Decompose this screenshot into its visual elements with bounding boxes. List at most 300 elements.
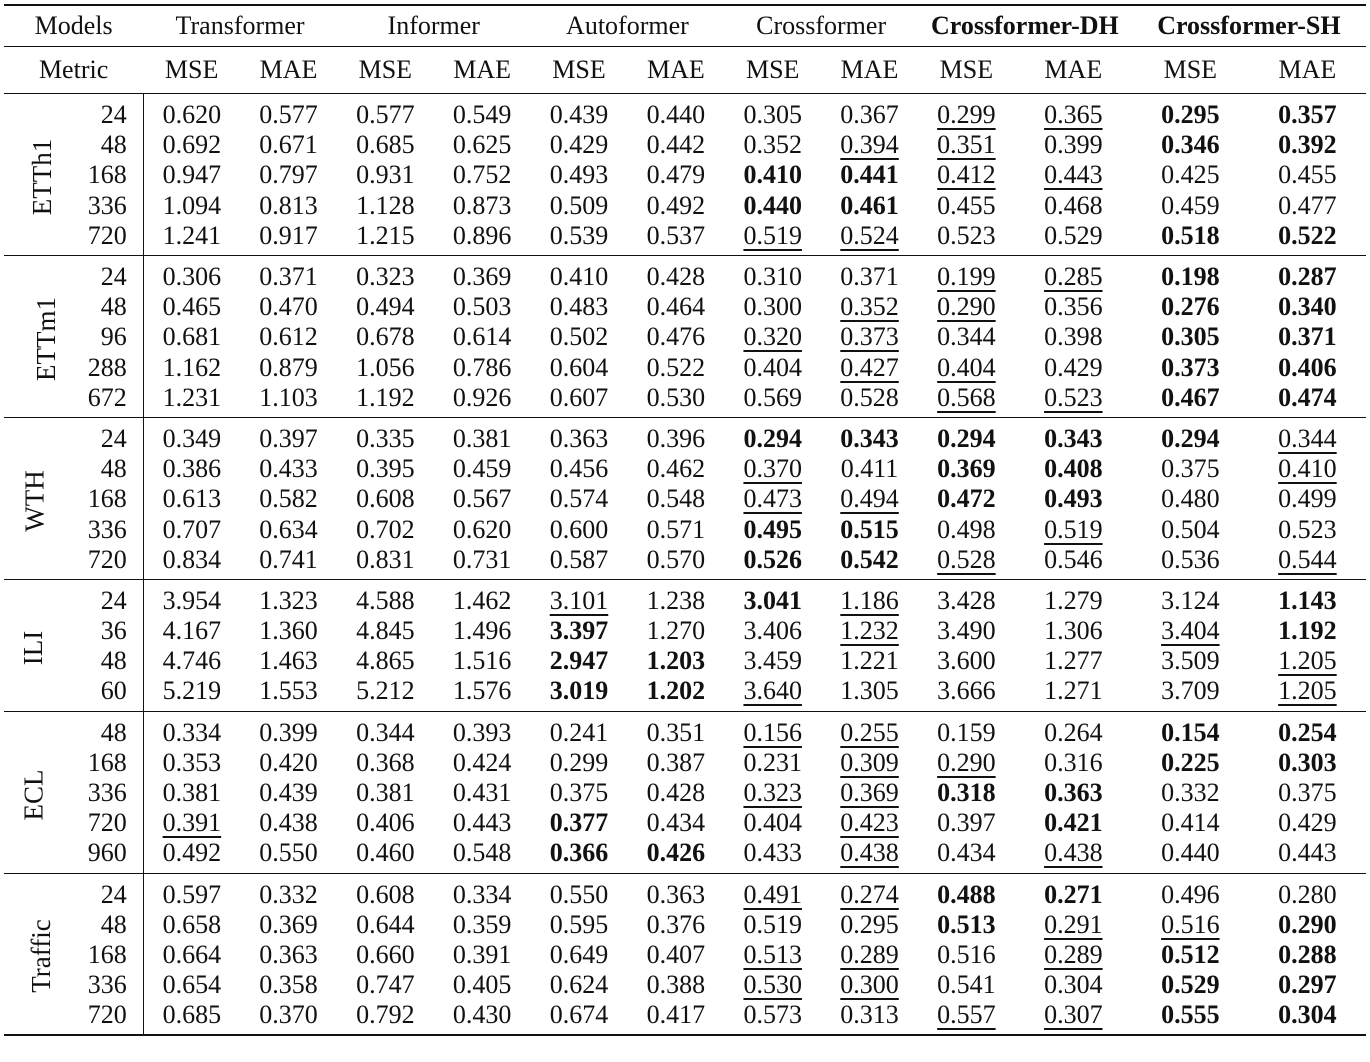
value-cell — [821, 454, 918, 484]
metric-value: 0.241 — [549, 717, 609, 747]
metric-value: 0.499 — [1278, 484, 1337, 514]
value-cell — [627, 748, 724, 778]
best-value: 0.343 — [840, 423, 899, 453]
value-cell — [918, 160, 1015, 190]
metric-value: 1.231 — [162, 382, 222, 412]
second-best-value: 0.412 — [937, 160, 996, 190]
metric-value: 0.608 — [356, 484, 415, 514]
best-value: 0.406 — [1278, 352, 1337, 382]
best-value: 0.294 — [937, 423, 996, 453]
value-cell — [434, 514, 531, 544]
value-cell — [240, 748, 337, 778]
metric-value: 0.529 — [1044, 220, 1103, 250]
value-cell — [821, 191, 918, 221]
value-cell — [143, 646, 240, 676]
metric-value: 0.381 — [452, 423, 512, 453]
best-value: 0.493 — [1044, 484, 1103, 514]
value-cell — [627, 292, 724, 322]
value-cell — [1132, 711, 1249, 748]
best-value: 0.154 — [1161, 717, 1220, 747]
metric-value: 0.299 — [549, 747, 609, 777]
value-cell — [1132, 417, 1249, 454]
metric-value: 0.395 — [356, 454, 415, 484]
dataset-group-ecl — [4, 711, 1366, 873]
second-best-value: 0.523 — [1044, 382, 1103, 412]
value-cell — [143, 579, 240, 616]
metric-value: 0.681 — [162, 322, 222, 352]
metric-header: MAE — [1015, 47, 1132, 94]
metric-value: 3.666 — [937, 676, 996, 706]
value-cell — [1015, 417, 1132, 454]
value-cell — [531, 778, 628, 808]
table-row — [4, 130, 1366, 160]
best-value: 1.202 — [646, 676, 706, 706]
metric-header: MAE — [240, 47, 337, 94]
value-cell — [337, 970, 434, 1000]
metric-header: MSE — [143, 47, 240, 94]
dataset-label: WTH — [19, 470, 50, 532]
best-value: 0.371 — [1278, 322, 1337, 352]
value-cell — [337, 676, 434, 711]
value-cell — [1249, 873, 1366, 910]
table-row — [4, 616, 1366, 646]
value-cell — [821, 417, 918, 454]
value-cell — [434, 970, 531, 1000]
best-value: 3.019 — [549, 676, 609, 706]
metric-value: 0.393 — [452, 717, 512, 747]
value-cell — [724, 970, 821, 1000]
value-cell — [143, 1000, 240, 1035]
metric-value: 0.595 — [549, 909, 609, 939]
best-value: 3.041 — [743, 585, 802, 615]
metric-value: 0.649 — [549, 939, 609, 969]
metric-value: 0.570 — [646, 544, 706, 574]
value-cell — [918, 940, 1015, 970]
metric-value: 0.654 — [162, 970, 222, 1000]
value-cell — [240, 910, 337, 940]
metric-value: 0.567 — [452, 484, 512, 514]
value-cell — [724, 940, 821, 970]
metric-value: 0.335 — [356, 423, 415, 453]
metric-value: 0.834 — [162, 544, 222, 574]
metric-value: 0.429 — [1278, 808, 1337, 838]
metric-value: 0.455 — [1278, 160, 1337, 190]
metric-value: 0.396 — [646, 423, 706, 453]
second-best-value: 0.528 — [937, 544, 996, 574]
metric-value: 0.387 — [646, 747, 706, 777]
second-best-value: 0.156 — [743, 717, 802, 747]
value-cell — [240, 191, 337, 221]
metric-value: 1.056 — [356, 352, 415, 382]
metric-value: 0.587 — [549, 544, 609, 574]
metric-value: 0.620 — [452, 514, 512, 544]
metric-value: 0.574 — [549, 484, 609, 514]
value-cell — [531, 711, 628, 748]
metric-header: MAE — [1249, 47, 1366, 94]
value-cell — [143, 711, 240, 748]
metric-value: 0.468 — [1044, 190, 1103, 220]
second-best-value: 0.519 — [743, 220, 802, 250]
metric-value: 0.381 — [356, 778, 415, 808]
value-cell — [821, 838, 918, 873]
metric-value: 1.238 — [646, 585, 706, 615]
metric-value: 0.442 — [646, 130, 706, 160]
value-cell — [627, 616, 724, 646]
best-value: 0.357 — [1278, 100, 1337, 130]
metric-value: 0.571 — [646, 514, 706, 544]
value-cell — [1015, 160, 1132, 190]
value-cell — [531, 484, 628, 514]
table-row — [4, 191, 1366, 221]
value-cell — [337, 838, 434, 873]
second-best-value: 0.290 — [937, 747, 996, 777]
value-cell — [1132, 484, 1249, 514]
value-cell — [627, 838, 724, 873]
metric-value: 0.375 — [1161, 454, 1220, 484]
value-cell — [240, 970, 337, 1000]
value-cell — [821, 292, 918, 322]
horizon-cell: 720 — [63, 1000, 144, 1035]
table-row — [4, 255, 1366, 292]
second-best-value: 0.530 — [743, 970, 802, 1000]
value-cell — [240, 1000, 337, 1035]
metric-value: 0.356 — [1044, 292, 1103, 322]
value-cell — [434, 160, 531, 190]
value-cell — [1249, 322, 1366, 352]
value-cell — [143, 160, 240, 190]
value-cell — [1132, 970, 1249, 1000]
value-cell — [918, 676, 1015, 711]
metric-value: 0.386 — [162, 454, 222, 484]
value-cell — [337, 353, 434, 383]
value-cell — [1249, 94, 1366, 131]
metric-value: 0.264 — [1044, 717, 1103, 747]
value-cell — [531, 748, 628, 778]
table-row — [4, 711, 1366, 748]
value-cell — [1015, 221, 1132, 256]
value-cell — [918, 616, 1015, 646]
value-cell — [143, 970, 240, 1000]
metric-value: 0.522 — [646, 352, 706, 382]
value-cell — [240, 454, 337, 484]
dataset-label: ETTm1 — [30, 296, 61, 381]
value-cell — [531, 545, 628, 580]
value-cell — [434, 910, 531, 940]
dataset-group-ettm1 — [4, 255, 1366, 417]
second-best-value: 0.391 — [162, 808, 222, 838]
second-best-value: 0.427 — [840, 352, 899, 382]
metric-value: 0.731 — [452, 544, 512, 574]
metric-value: 0.405 — [452, 970, 512, 1000]
value-cell — [918, 454, 1015, 484]
value-cell — [627, 130, 724, 160]
best-value: 0.369 — [937, 454, 996, 484]
metric-value: 0.477 — [1278, 190, 1337, 220]
best-value: 0.515 — [840, 514, 899, 544]
metric-value: 0.492 — [162, 838, 222, 868]
value-cell — [143, 484, 240, 514]
metric-value: 3.954 — [162, 585, 222, 615]
value-cell — [724, 748, 821, 778]
metric-value: 0.417 — [646, 1000, 706, 1030]
value-cell — [337, 514, 434, 544]
best-value: 0.542 — [840, 544, 899, 574]
value-cell — [627, 383, 724, 418]
value-cell — [821, 514, 918, 544]
value-cell — [724, 778, 821, 808]
value-cell — [918, 221, 1015, 256]
metric-value: 0.470 — [259, 292, 318, 322]
value-cell — [434, 322, 531, 352]
value-cell — [434, 808, 531, 838]
value-cell — [531, 970, 628, 1000]
metric-value: 0.747 — [356, 970, 415, 1000]
value-cell — [1015, 579, 1132, 616]
metric-value: 0.367 — [840, 100, 899, 130]
value-cell — [821, 940, 918, 970]
value-cell — [531, 873, 628, 910]
metric-value: 0.577 — [259, 100, 318, 130]
metric-value: 5.219 — [162, 676, 222, 706]
value-cell — [724, 646, 821, 676]
metric-value: 0.494 — [356, 292, 415, 322]
second-best-value: 0.568 — [937, 382, 996, 412]
second-best-value: 0.513 — [743, 939, 802, 969]
value-cell — [531, 322, 628, 352]
best-value: 0.440 — [743, 190, 802, 220]
metric-value: 0.349 — [162, 423, 222, 453]
metric-value: 0.368 — [356, 747, 415, 777]
value-cell — [918, 910, 1015, 940]
value-cell — [434, 545, 531, 580]
value-cell — [821, 322, 918, 352]
value-cell — [434, 221, 531, 256]
metric-value: 0.443 — [452, 808, 512, 838]
metric-value: 0.305 — [743, 100, 802, 130]
metric-value: 0.460 — [356, 838, 415, 868]
horizon-cell: 720 — [63, 221, 144, 256]
table-row — [4, 545, 1366, 580]
metric-value: 0.644 — [356, 909, 415, 939]
value-cell — [724, 838, 821, 873]
metric-value: 0.439 — [259, 778, 318, 808]
metric-value: 0.947 — [162, 160, 222, 190]
metric-value: 0.404 — [743, 352, 802, 382]
value-cell — [143, 191, 240, 221]
metric-value: 0.502 — [549, 322, 609, 352]
metric-value: 3.709 — [1161, 676, 1220, 706]
value-cell — [337, 778, 434, 808]
metric-value: 3.600 — [937, 646, 996, 676]
metric-value: 0.456 — [549, 454, 609, 484]
value-cell — [1132, 838, 1249, 873]
value-cell — [1015, 910, 1132, 940]
metric-value: 0.363 — [549, 423, 609, 453]
metric-value: 0.323 — [356, 262, 415, 292]
value-cell — [724, 808, 821, 838]
value-cell — [337, 322, 434, 352]
metric-value: 0.931 — [356, 160, 415, 190]
horizon-cell: 60 — [63, 676, 144, 711]
metric-value: 0.569 — [743, 382, 802, 412]
value-cell — [1132, 579, 1249, 616]
value-cell — [627, 646, 724, 676]
best-value: 3.397 — [549, 616, 609, 646]
value-cell — [1249, 160, 1366, 190]
best-value: 0.288 — [1278, 939, 1337, 969]
metric-value: 0.159 — [937, 717, 996, 747]
second-best-value: 0.274 — [840, 879, 899, 909]
metric-value: 0.752 — [452, 160, 512, 190]
metric-value: 0.550 — [259, 838, 318, 868]
metric-value: 0.519 — [743, 909, 802, 939]
value-cell — [1132, 94, 1249, 131]
best-value: 0.518 — [1161, 220, 1220, 250]
metric-value: 0.539 — [549, 220, 609, 250]
horizon-cell: 168 — [63, 160, 144, 190]
metric-header: MSE — [918, 47, 1015, 94]
value-cell — [724, 255, 821, 292]
metric-value: 0.438 — [259, 808, 318, 838]
value-cell — [821, 646, 918, 676]
metric-value: 0.492 — [646, 190, 706, 220]
table-row — [4, 94, 1366, 131]
value-cell — [1132, 221, 1249, 256]
best-value: 0.303 — [1278, 747, 1337, 777]
value-cell — [627, 454, 724, 484]
value-cell — [1249, 417, 1366, 454]
metric-header: MAE — [434, 47, 531, 94]
second-best-value: 1.205 — [1278, 676, 1337, 706]
value-cell — [1249, 910, 1366, 940]
dataset-label-cell — [4, 255, 63, 417]
value-cell — [627, 160, 724, 190]
best-value: 0.467 — [1161, 382, 1220, 412]
value-cell — [724, 383, 821, 418]
metric-value: 0.430 — [452, 1000, 512, 1030]
second-best-value: 0.519 — [1044, 514, 1103, 544]
value-cell — [627, 778, 724, 808]
value-cell — [821, 160, 918, 190]
second-best-value: 0.344 — [1278, 423, 1337, 453]
metric-value: 0.420 — [259, 747, 318, 777]
table-row — [4, 221, 1366, 256]
metric-value: 0.332 — [1161, 778, 1220, 808]
metric-value: 5.212 — [356, 676, 415, 706]
metric-value: 0.410 — [549, 262, 609, 292]
metric-value: 0.792 — [356, 1000, 415, 1030]
metric-value: 0.678 — [356, 322, 415, 352]
value-cell — [724, 514, 821, 544]
value-cell — [531, 616, 628, 646]
metric-value: 0.464 — [646, 292, 706, 322]
value-cell — [240, 940, 337, 970]
value-cell — [1249, 191, 1366, 221]
best-value: 0.290 — [1278, 909, 1337, 939]
value-cell — [531, 94, 628, 131]
dataset-group-wth — [4, 417, 1366, 579]
second-best-value: 0.285 — [1044, 262, 1103, 292]
metric-value: 0.313 — [840, 1000, 899, 1030]
best-value: 0.363 — [1044, 778, 1103, 808]
table-row — [4, 383, 1366, 418]
value-cell — [1132, 940, 1249, 970]
value-cell — [918, 255, 1015, 292]
metric-value: 0.548 — [452, 838, 512, 868]
dataset-label: ECL — [18, 769, 49, 821]
second-best-value: 0.320 — [743, 322, 802, 352]
value-cell — [724, 322, 821, 352]
metric-value: 0.455 — [937, 190, 996, 220]
value-cell — [724, 579, 821, 616]
second-best-value: 0.299 — [937, 100, 996, 130]
best-value: 0.555 — [1161, 1000, 1220, 1030]
best-value: 0.304 — [1278, 1000, 1337, 1030]
best-value: 0.377 — [549, 808, 609, 838]
metric-value: 0.660 — [356, 939, 415, 969]
metric-value: 0.523 — [937, 220, 996, 250]
value-cell — [240, 292, 337, 322]
best-value: 0.294 — [743, 423, 802, 453]
metric-value: 0.483 — [549, 292, 609, 322]
value-cell — [337, 940, 434, 970]
metric-value: 0.316 — [1044, 747, 1103, 777]
value-cell — [337, 808, 434, 838]
best-value: 0.295 — [1161, 100, 1220, 130]
value-cell — [143, 94, 240, 131]
value-cell — [143, 130, 240, 160]
value-cell — [1132, 160, 1249, 190]
metric-value: 3.406 — [743, 616, 802, 646]
dataset-group-traffic — [4, 873, 1366, 1035]
metric-value: 4.865 — [356, 646, 415, 676]
value-cell — [821, 676, 918, 711]
value-cell — [240, 545, 337, 580]
value-cell — [821, 94, 918, 131]
value-cell — [821, 353, 918, 383]
value-cell — [434, 94, 531, 131]
dataset-label: ILI — [18, 630, 49, 665]
value-cell — [1249, 221, 1366, 256]
metric-value: 0.439 — [549, 100, 609, 130]
value-cell — [143, 838, 240, 873]
best-value: 0.343 — [1044, 423, 1103, 453]
metric-value: 1.094 — [162, 190, 222, 220]
value-cell — [1132, 292, 1249, 322]
value-cell — [1015, 353, 1132, 383]
value-cell — [1015, 808, 1132, 838]
value-cell — [143, 910, 240, 940]
value-cell — [1249, 454, 1366, 484]
value-cell — [1132, 676, 1249, 711]
results-table-container — [4, 4, 1366, 1036]
metric-value: 0.332 — [259, 879, 318, 909]
second-best-value: 0.438 — [840, 838, 899, 868]
metric-value: 0.692 — [162, 130, 222, 160]
metric-value: 0.363 — [259, 939, 318, 969]
metric-value: 1.360 — [259, 616, 318, 646]
value-cell — [240, 221, 337, 256]
metric-value: 0.429 — [1044, 352, 1103, 382]
metric-value: 1.323 — [259, 585, 318, 615]
value-cell — [531, 676, 628, 711]
best-value: 0.198 — [1161, 262, 1220, 292]
metric-value: 0.397 — [937, 808, 996, 838]
value-cell — [1015, 616, 1132, 646]
best-value: 0.392 — [1278, 130, 1337, 160]
metric-value: 0.614 — [452, 322, 512, 352]
second-best-value: 0.394 — [840, 130, 899, 160]
